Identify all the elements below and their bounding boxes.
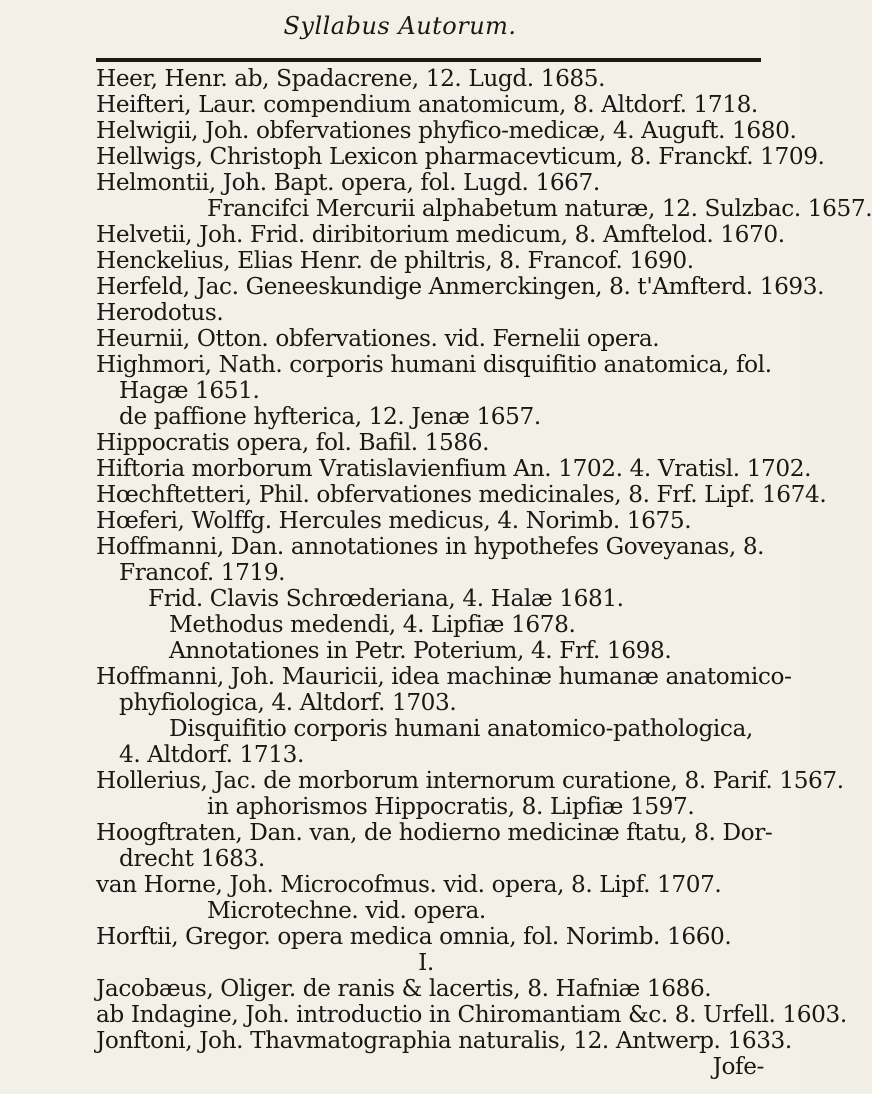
bibliography-line: phyfiologica, 4. Altdorf. 1703. <box>119 689 457 716</box>
bibliography-line: Disquifitio corporis humani anatomico-pathologica, <box>169 715 753 742</box>
bibliography-line: de paffione hyfterica, 12. Jenæ 1657. <box>119 403 541 430</box>
bibliography-line: I. <box>418 949 434 976</box>
bibliography-line: Helwigii, Joh. obfervationes phyfico-medicæ, 4. Auguft. 1680. <box>96 117 797 144</box>
bibliography-line: in aphorismos Hippocratis, 8. Lipfiæ 1597. <box>207 793 695 820</box>
bibliography-line: Henckelius, Elias Henr. de philtris, 8. Francof. 1690. <box>96 247 694 274</box>
bibliography-line: Francifci Mercurii alphabetum naturæ, 12. Sulzbac. 1657. <box>207 195 872 222</box>
bibliography-list <box>96 65 872 1080</box>
bibliography-line: Heurnii, Otton. obfervationes. vid. Fernelii opera. <box>96 325 660 352</box>
bibliography-line: Methodus medendi, 4. Lipfiæ 1678. <box>169 611 576 638</box>
bibliography-line: Helmontii, Joh. Bapt. opera, fol. Lugd. 1667. <box>96 169 600 196</box>
bibliography-line: Herfeld, Jac. Geneeskundige Anmerckingen, 8. t'Amfterd. 1693. <box>96 273 825 300</box>
bibliography-line: Hœchftetteri, Phil. obfervationes medicinales, 8. Frf. Lipf. 1674. <box>96 481 827 508</box>
bibliography-line: Horftii, Gregor. opera medica omnia, fol. Norimb. 1660. <box>96 923 732 950</box>
bibliography-line: Microtechne. vid. opera. <box>207 897 486 924</box>
bibliography-line: ab Indagine, Joh. introductio in Chiromantiam &c. 8. Urfell. 1603. <box>96 1001 847 1028</box>
bibliography-line: Helvetii, Joh. Frid. diribitorium medicum, 8. Amftelod. 1670. <box>96 221 785 248</box>
bibliography-line: Jofe- <box>712 1053 764 1080</box>
bibliography-line: Hoffmanni, Dan. annotationes in hypothefes Goveyanas, 8. <box>96 533 765 560</box>
bibliography-line: Hoffmanni, Joh. Mauricii, idea machinæ humanæ anatomico- <box>96 663 792 690</box>
bibliography-line: Hiftoria morborum Vratislavienfium An. 1702. 4. Vratisl. 1702. <box>96 455 812 482</box>
bibliography-line: Francof. 1719. <box>119 559 286 586</box>
bibliography-line: Hellwigs, Christoph Lexicon pharmacevticum, 8. Franckf. 1709. <box>96 143 825 170</box>
bibliography-line: Herodotus. <box>96 299 224 326</box>
header-rule <box>96 58 761 62</box>
bibliography-line: Highmori, Nath. corporis humani disquifitio anatomica, fol. <box>96 351 772 378</box>
bibliography-line: Hippocratis opera, fol. Bafil. 1586. <box>96 429 490 456</box>
bibliography-line: 4. Altdorf. 1713. <box>119 741 304 768</box>
bibliography-line: Hoogftraten, Dan. van, de hodierno medicinæ ftatu, 8. Dor- <box>96 819 773 846</box>
bibliography-line: drecht 1683. <box>119 845 265 872</box>
page-header: Syllabus Autorum. <box>283 12 517 40</box>
bibliography-line: Annotationes in Petr. Poterium, 4. Frf. 1698. <box>169 637 672 664</box>
bibliography-line: Hollerius, Jac. de morborum internorum curatione, 8. Parif. 1567. <box>96 767 844 794</box>
bibliography-line: Jacobæus, Oliger. de ranis & lacertis, 8. Hafniæ 1686. <box>96 975 712 1002</box>
bibliography-line: Hagæ 1651. <box>119 377 260 404</box>
bibliography-line: Frid. Clavis Schrœderiana, 4. Halæ 1681. <box>148 585 624 612</box>
bibliography-line: Jonftoni, Joh. Thavmatographia naturalis, 12. Antwerp. 1633. <box>96 1027 792 1054</box>
bibliography-line: Heifteri, Laur. compendium anatomicum, 8. Altdorf. 1718. <box>96 91 758 118</box>
bibliography-line: van Horne, Joh. Microcofmus. vid. opera, 8. Lipf. 1707. <box>96 871 722 898</box>
bibliography-line: Heer, Henr. ab, Spadacrene, 12. Lugd. 1685. <box>96 65 606 92</box>
bibliography-line: Hœferi, Wolffg. Hercules medicus, 4. Norimb. 1675. <box>96 507 692 534</box>
